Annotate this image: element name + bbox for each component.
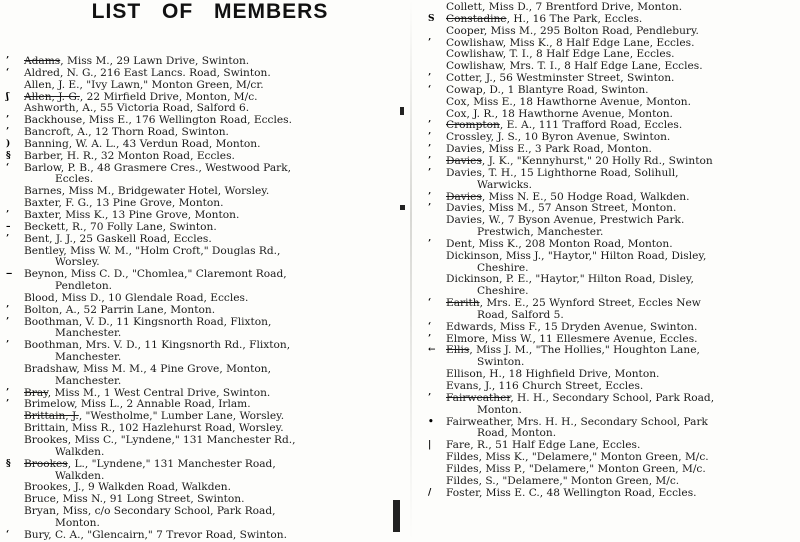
pencil-tick-mark: ’ [428,155,432,166]
member-address-continuation: Walkden. [55,445,105,458]
member-name: Fare [446,439,471,452]
member-address: , S., "Delamere," Monton Green, M/c. [478,474,680,487]
member-name: Barnes [24,185,62,198]
member-address-continuation: Monton. [477,403,522,416]
member-name: Davies [446,154,482,167]
pencil-tick-mark: ’ [6,316,10,327]
member-name: Davies [446,190,482,203]
pencil-tick-mark: § [6,150,11,161]
pencil-tick-mark: ’ [6,340,10,351]
member-name: Banning [24,137,69,150]
member-address: , Miss E., 3 Park Road, Monton. [481,143,652,156]
member-address: , Miss K., "Delamere," Monton Green, M/c. [478,451,709,464]
member-address: , A., 52 Parrin Lane, Monton. [59,303,216,316]
member-name: Crossley [446,131,491,144]
pencil-tick-mark: ’ [6,304,10,315]
member-name: Barlow [24,161,61,174]
member-name: Evans [446,380,479,392]
member-name: Cowlishaw [446,48,503,61]
member-address: , T. H., 15 Lighthorne Road, Solihull, [481,166,679,179]
member-name: Bentley [24,244,64,257]
member-name: Edwards [446,320,494,333]
member-address: , Miss N., 91 Long Street, Swinton. [55,493,245,506]
pencil-tick-mark: ’ [428,73,432,84]
member-address: , Mrs. V. D., 11 Kingsnorth Rd., Flixton, [78,339,291,352]
member-name: Cowlishaw [446,36,503,49]
member-list-left [6,55,369,542]
member-name: Blood [24,291,55,304]
member-name: Davies [446,143,482,156]
member-name: Baxter [24,208,59,221]
pencil-tick-mark: ’ [6,56,10,66]
page-title: LIST OF MEMBERS [91,0,329,23]
member-name: Earith [446,297,480,310]
member-name: Ellison [446,368,483,381]
pencil-tick-mark: ’ [6,209,10,220]
member-name: Boothman [24,315,79,328]
pencil-tick-mark: ‘ [428,321,432,332]
member-address: , Miss J. M., "The Hollies," Houghton Lane, [469,344,700,357]
pencil-tick-mark: ’ [428,144,432,155]
member-entry [6,457,369,483]
member-address: , Miss D., 10 Glendale Road, Eccles. [54,291,249,304]
member-name: Adams [24,55,61,67]
member-entry [24,506,369,530]
member-address: , C. A., "Glencairn," 7 Trevor Road, Swinton. [48,528,287,541]
member-entry [428,486,794,500]
pencil-tick-mark: ‘ [6,67,10,78]
member-address-continuation: Monton. [55,516,100,529]
member-entry [446,251,794,275]
pencil-tick-mark: ’ [428,132,432,143]
pencil-tick-mark: ʃ [6,91,9,102]
member-name: Ellis [446,344,470,357]
member-address-continuation: Road, Monton. [477,427,557,440]
member-address: , Mrs. H. H., Secondary School, Park [510,415,708,428]
member-entry [6,315,369,341]
member-address: , J. K., "Kennyhurst," 20 Holly Rd., Swinton [481,154,713,167]
member-address: , Miss M., Bridgewater Hotel, Worsley. [61,185,270,198]
pencil-tick-mark: ’ [6,233,10,244]
member-address: , Miss M., 29 Lawn Drive, Swinton. [60,55,250,67]
member-address: , "Westholme," Lumber Lane, Worsley. [78,410,285,423]
member-address: , Miss E., 176 Wellington Road, Eccles. [82,114,292,127]
pencil-tick-mark: ’ [428,203,432,214]
member-address: , Miss C., "Lyndene," 131 Manchester Rd., [67,434,296,446]
member-name: Bray [24,386,48,399]
member-name: Fildes [446,474,479,487]
member-name: Beckett [24,220,66,233]
member-address: , T. I., 8 Half Edge Lane, Eccles. [502,48,675,61]
member-name: Constadine [446,12,507,25]
pencil-tick-mark: ’ [428,238,432,249]
member-address: , H. R., 32 Monton Road, Eccles. [60,149,235,162]
member-address: , R., 70 Folly Lane, Swinton. [65,220,217,233]
member-entry [446,274,794,298]
member-name: Bolton [24,303,60,316]
member-address-continuation: Road, Salford 5. [477,308,564,321]
member-address: , Miss W. M., "Holm Croft," Douglas Rd., [63,244,281,257]
member-address: , E. A., 111 Trafford Road, Eccles. [499,119,683,132]
member-address: , Miss L., 2 Annable Road, Irlam. [74,398,251,411]
member-address: , H. H., Secondary School, Park Road, [510,391,715,404]
member-address: , D., 1 Blantyre Road, Swinton. [482,83,649,96]
member-name: Bruce [24,493,56,506]
pencil-tick-mark: • [428,416,434,427]
member-address-continuation: Eccles. [55,173,94,186]
member-address: , A., 12 Thorn Road, Swinton. [70,126,229,139]
member-name: Cowap [446,83,483,96]
ink-speck-mark [400,205,405,210]
member-name: Beynon [24,268,65,281]
member-address: , R., 51 Half Edge Lane, Eccles. [470,439,641,452]
member-entry [428,297,794,322]
member-address: , A., 55 Victoria Road, Salford 6. [75,102,250,115]
pencil-tick-mark: ) [6,138,11,149]
pencil-tick-mark: ’ [6,115,10,126]
member-name: Crompton [446,119,500,132]
pencil-tick-mark: S [428,13,435,24]
member-name: Davies [446,202,482,215]
member-name: Foster [446,486,480,499]
member-address: , J. S., 10 Byron Avenue, Swinton. [490,131,671,144]
member-address: , J., 56 Westminster Street, Swinton. [479,72,675,85]
member-address-continuation: Manchester. [55,351,122,364]
member-address: , Miss C. D., "Chomlea," Claremont Road, [64,268,287,281]
member-address: , Miss M. M., 4 Pine Grove, Monton, [76,362,271,375]
member-name: Fildes [446,462,479,475]
pencil-tick-mark: ‒ [6,269,13,280]
member-entry [24,364,369,388]
member-entry [428,166,794,192]
member-address: , Miss M., 1 West Central Drive, Swinton. [47,386,271,399]
page-fold [410,0,412,540]
member-address: , L., "Lyndene," 131 Manchester Road, [67,457,276,470]
member-address: , J. R., 18 Hawthorne Avenue, Monton. [466,107,673,120]
member-address: , Miss F., 15 Dryden Avenue, Swinton. [493,320,698,333]
pencil-tick-mark: ’ [428,167,432,178]
member-name: Dickinson [446,249,500,262]
member-address: , J., 116 Church Street, Eccles. [478,380,644,392]
member-address: , 22 Mirfield Drive, Monton, M/c. [79,90,258,103]
pencil-tick-mark: ’ [428,120,432,131]
member-entry [428,391,794,417]
pencil-tick-mark: ‘ [6,162,10,173]
member-name: Brookes [24,457,68,470]
member-name: Cox [446,95,467,108]
member-address: , P. B., 48 Grasmere Cres., Westwood Park, [60,161,291,174]
member-address: , Miss W., 11 Ellesmere Avenue, Eccles. [484,332,698,345]
member-name: Cotter [446,72,480,85]
member-address: , J. J., 25 Gaskell Road, Eccles. [49,232,212,245]
member-name: Aldred [24,66,60,79]
member-name: Bryan [24,505,56,518]
member-address: , Miss E., 18 Hawthorne Avenue, Monton. [466,95,691,108]
member-name: Bury [24,528,49,541]
member-entry [24,435,369,459]
member-name: Brittain [24,422,66,435]
pencil-tick-mark: § [6,458,11,469]
pencil-tick-mark: ’ [428,392,432,403]
member-name: Davies [446,166,482,179]
pencil-tick-mark: / [428,487,432,498]
pencil-tick-mark: ’ [6,399,10,410]
member-name: Baxter [24,197,59,210]
member-name: Cooper [446,24,484,37]
member-address: , Miss K., 13 Pine Grove, Monton. [58,208,240,221]
member-address: , Miss M., 57 Anson Street, Monton. [481,202,677,215]
member-name: Barber [24,149,61,162]
member-address: , H., 18 Highfield Drive, Monton. [482,368,660,381]
ink-speck-mark [400,107,404,115]
member-entry [6,268,369,293]
member-name: Elmore [446,332,485,345]
member-name: Allen [24,78,52,91]
member-entry [6,161,369,187]
member-name: Boothman [24,339,79,352]
member-entry [428,415,794,441]
member-name: Cowlishaw [446,60,503,73]
member-address: , Miss N. E., 50 Hodge Road, Walkden. [481,190,690,203]
member-address: , W., 7 Byson Avenue, Prestwich Park. [481,214,685,227]
member-name: Fairweather [446,415,511,428]
member-address: , H., 16 The Park, Eccles. [506,12,643,25]
member-name: Dent [446,237,472,250]
member-name: Collett [446,1,483,13]
member-address-continuation: Prestwich, Manchester. [477,226,604,239]
member-address: , V. D., 11 Kingsnorth Road, Flixton, [78,315,272,328]
member-address: , N. G., 216 East Lancs. Road, Swinton. [59,66,271,79]
member-address: , Miss K., 8 Half Edge Lane, Eccles. [502,36,695,49]
member-name: Bancroft [24,126,71,139]
member-address-continuation: Swinton. [477,356,525,369]
member-name: Fildes [446,451,479,464]
member-address-continuation: Pendleton. [55,280,113,293]
member-name: Brookes [24,481,68,494]
member-address: , Miss K., 208 Monton Road, Monton. [471,237,673,250]
member-address: , Miss M., 295 Bolton Road, Pendlebury. [483,24,699,37]
member-address: , Miss R., 102 Hazlehurst Road, Worsley. [65,422,284,435]
member-address-continuation: Cheshire. [477,285,529,298]
member-entry [428,344,794,369]
member-address-continuation: Cheshire. [477,261,529,274]
member-address: , Mrs. T. I., 8 Half Edge Lane, Eccles. [502,60,703,73]
member-address: , F. G., 13 Pine Grove, Monton. [58,197,224,210]
member-address-continuation: Manchester. [55,327,122,340]
pencil-tick-mark: ’ [428,191,432,202]
ink-blot-mark [393,500,400,532]
member-list-right [428,1,794,499]
member-address-continuation: Worsley. [55,256,100,269]
pencil-tick-mark: ’ [6,387,10,398]
member-name: Bent [24,232,50,245]
member-name: Backhouse [24,114,83,127]
pencil-tick-mark: ’ [6,127,10,138]
member-address: , J., 9 Walkden Road, Walkden. [67,481,231,494]
member-address: , W. A. L., 43 Verdun Road, Monton. [68,137,261,150]
pencil-tick-mark: | [428,440,432,451]
member-address: , Miss D., 7 Brentford Drive, Monton. [482,1,683,13]
member-entry [6,339,369,364]
member-address-continuation: Walkden. [55,469,105,482]
member-name: Fairweather [446,391,511,404]
member-name: Ashworth [24,102,76,115]
pencil-tick-mark: ‘ [428,84,432,95]
member-name: Davies [446,214,482,227]
pencil-tick-mark: – [6,221,11,232]
member-address: , Miss, c/o Secondary School, Park Road, [55,505,276,518]
pencil-tick-mark: ’ [428,37,432,48]
pencil-tick-mark: ’ [428,333,432,344]
member-name: Bradshaw [24,362,77,375]
pencil-tick-mark: ‘ [428,298,432,309]
member-address: , Miss E. C., 48 Wellington Road, Eccles. [479,486,697,499]
member-name: Brookes [24,434,68,446]
member-name: Cox [446,107,467,120]
pencil-tick-mark: ← [428,345,436,356]
member-address-continuation: Manchester. [55,374,122,387]
member-address: , Miss P., "Delamere," Monton Green, M/c. [478,462,706,475]
member-name: Brittain, J. [24,410,79,423]
member-address: , Mrs. E., 25 Wynford Street, Eccles New [479,297,701,310]
pencil-tick-mark: ‘ [6,529,10,540]
member-address: , Miss J., "Haytor," Hilton Road, Disley, [499,249,707,262]
member-name: Allen, J. G. [24,90,80,103]
member-address-continuation: Warwicks. [477,178,532,191]
member-entry [446,215,794,239]
member-address: , P. E., "Haytor," Hilton Road, Disley, [499,273,694,286]
member-name: Dickinson [446,273,500,286]
member-name: Brimelow [24,398,75,411]
member-address: , J. E., "Ivy Lawn," Monton Green, M/cr. [51,78,264,91]
member-entry [24,246,369,270]
